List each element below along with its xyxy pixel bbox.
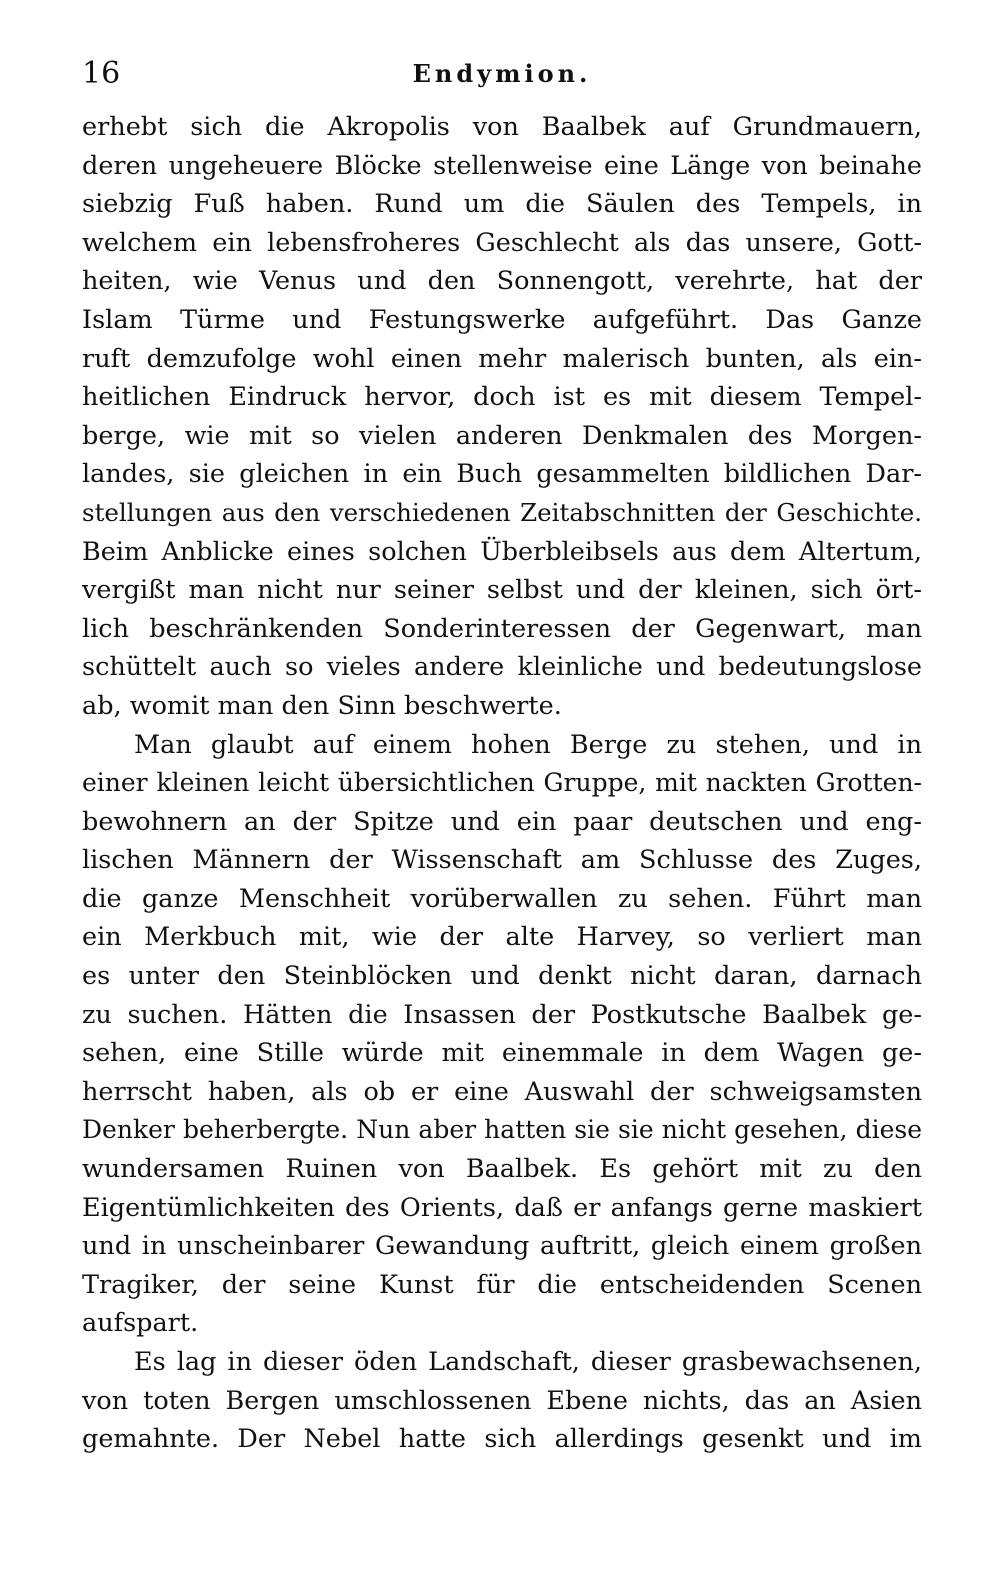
text-line: vergißt man nicht nur seiner selbst und der kleinen, sich ört- [82, 575, 922, 606]
text-line: von toten Bergen umschlossenen Ebene nichts, das an Asien [82, 1385, 922, 1416]
page-header [82, 52, 922, 96]
text-line: Beim Anblicke eines solchen Überbleibsels aus dem Altertum, [82, 536, 922, 567]
text-line: Eigentümlichkeiten des Orients, daß er anfangs gerne maskiert [82, 1192, 922, 1223]
body-text [82, 108, 922, 1459]
text-line: die ganze Menschheit vorüberwallen zu sehen. Führt man [82, 883, 922, 914]
text-line: bewohnern an der Spitze und ein paar deutschen und eng- [82, 806, 922, 837]
text-line: berge, wie mit so vielen anderen Denkmalen des Morgen- [82, 420, 922, 451]
text-line: Tragiker, der seine Kunst für die entscheidenden Scenen [82, 1269, 922, 1300]
text-line: siebzig Fuß haben. Rund um die Säulen des Tempels, in [82, 189, 922, 220]
text-line: ab, womit man den Sinn beschwerte. [82, 690, 562, 721]
text-line: zu suchen. Hätten die Insassen der Postkutsche Baalbek ge- [82, 999, 922, 1030]
text-line: erhebt sich die Akropolis von Baalbek auf Grundmauern, [82, 112, 922, 142]
text-line: deren ungeheuere Blöcke stellenweise eine Länge von beinahe [82, 150, 922, 181]
text-line: sehen, eine Stille würde mit einemmale in dem Wagen ge- [82, 1038, 922, 1069]
text-line: aufspart. [82, 1308, 199, 1339]
text-line: welchem ein lebensfroheres Geschlecht als das unsere, Gott- [82, 227, 922, 258]
text-line: landes, sie gleichen in ein Buch gesammelten bildlichen Dar- [82, 459, 922, 490]
page-number: 16 [82, 56, 121, 91]
text-line: stellungen aus den verschiedenen Zeitabschnitten der Geschichte. [82, 497, 922, 527]
text-line: heitlichen Eindruck hervor, doch ist es mit diesem Tempel- [82, 382, 922, 413]
text-line: schüttelt auch so vieles andere kleinliche und bedeutungslose [82, 652, 922, 683]
text-line: Man glaubt auf einem hohen Berge zu stehen, und in [134, 729, 922, 760]
text-line: lich beschränkenden Sonderinteressen der Gegenwart, man [82, 613, 922, 644]
text-line: heiten, wie Venus und den Sonnengott, verehrte, hat der [82, 266, 922, 297]
text-line: und in unscheinbarer Gewandung auftritt, gleich einem großen [82, 1231, 922, 1262]
text-line: wundersamen Ruinen von Baalbek. Es gehört mit zu den [82, 1154, 922, 1185]
text-line: einer kleinen leicht übersichtlichen Gruppe, mit nackten Grotten- [82, 768, 922, 798]
text-line: lischen Männern der Wissenschaft am Schlusse des Zuges, [82, 845, 922, 876]
text-line: ein Merkbuch mit, wie der alte Harvey, so verliert man [82, 922, 922, 953]
running-head: Endymion. [412, 59, 592, 88]
text-line: ruft demzufolge wohl einen mehr malerisch bunten, als ein- [82, 343, 922, 374]
text-line: Denker beherbergte. Nun aber hatten sie sie nicht gesehen, diese [82, 1115, 922, 1145]
text-line: Islam Türme und Festungswerke aufgeführt. Das Ganze [82, 304, 922, 335]
text-line: herrscht haben, als ob er eine Auswahl der schweigsamsten [82, 1076, 922, 1107]
text-line: gemahnte. Der Nebel hatte sich allerdings gesenkt und im [82, 1424, 922, 1455]
text-line: es unter den Steinblöcken und denkt nicht daran, darnach [82, 961, 922, 992]
text-line: Es lag in dieser öden Landschaft, dieser grasbewachsenen, [134, 1347, 922, 1377]
